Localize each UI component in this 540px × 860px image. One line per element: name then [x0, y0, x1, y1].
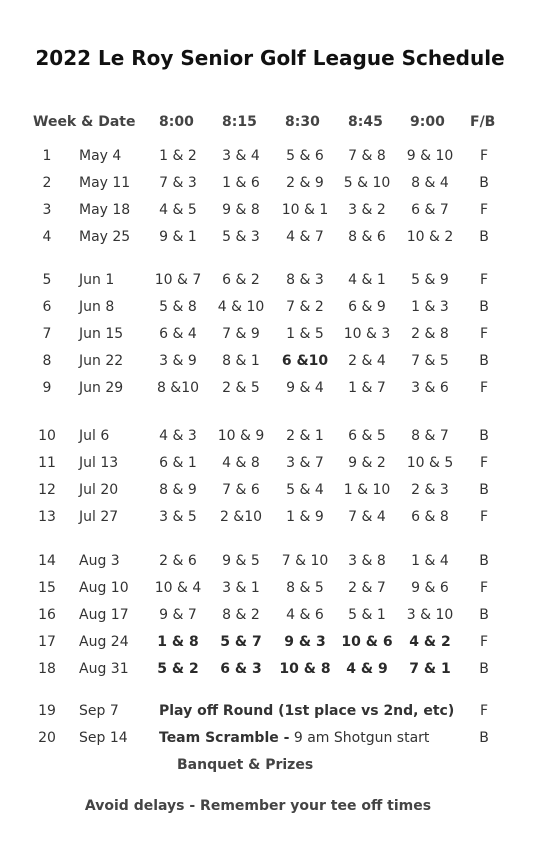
playoff-description: Play off Round (1st place vs 2nd, etc) [159, 703, 455, 719]
pairing-815: 6 & 3 [220, 661, 262, 677]
pairing-815: 6 & 2 [222, 272, 260, 288]
front-back: F [479, 148, 489, 164]
pairing-830: 8 & 3 [286, 272, 324, 288]
playoff-week: 19 [38, 703, 56, 719]
pairing-800: 3 & 5 [159, 509, 197, 525]
week-number: 5 [42, 272, 52, 288]
pairing-800: 1 & 8 [157, 634, 199, 650]
pairing-900: 8 & 7 [411, 428, 449, 444]
pairing-900: 7 & 5 [411, 353, 449, 369]
schedule-row-week-14 [0, 553, 540, 573]
week-date: Jun 15 [79, 326, 124, 342]
pairing-800: 8 &10 [156, 380, 200, 396]
schedule-row-week-4 [0, 229, 540, 249]
schedule-row-week-15 [0, 580, 540, 600]
header-slot-830: 8:30 [285, 114, 320, 130]
banquet-prizes: Banquet & Prizes [177, 757, 314, 773]
pairing-830: 1 & 5 [286, 326, 324, 342]
pairing-845: 4 & 9 [346, 661, 388, 677]
page-title: 2022 Le Roy Senior Golf League Schedule [35, 46, 505, 70]
front-back: B [479, 428, 489, 444]
header-front-back: F/B [470, 114, 496, 130]
pairing-900: 1 & 4 [411, 553, 449, 569]
pairing-830: 2 & 9 [286, 175, 324, 191]
pairing-800: 8 & 9 [159, 482, 197, 498]
week-number: 8 [42, 353, 52, 369]
front-back: B [479, 661, 489, 677]
schedule-row-week-12 [0, 482, 540, 502]
front-back: B [479, 229, 489, 245]
pairing-830: 8 & 5 [286, 580, 324, 596]
pairing-800: 10 & 4 [154, 580, 202, 596]
schedule-row-week-2 [0, 175, 540, 195]
pairing-800: 4 & 5 [159, 202, 197, 218]
pairing-815: 5 & 3 [222, 229, 260, 245]
pairing-830: 4 & 6 [286, 607, 324, 623]
header-slot-900: 9:00 [410, 114, 445, 130]
week-date: Jul 6 [79, 428, 110, 444]
pairing-815: 8 & 1 [222, 353, 260, 369]
pairing-830: 1 & 9 [286, 509, 324, 525]
scramble-description [159, 730, 429, 746]
scramble-fb: B [479, 730, 489, 746]
pairing-845: 4 & 1 [348, 272, 386, 288]
footer-reminder: Avoid delays - Remember your tee off times [84, 798, 432, 814]
pairing-800: 9 & 1 [159, 229, 197, 245]
schedule-row-week-5 [0, 272, 540, 292]
header-week-date: Week & Date [33, 114, 136, 130]
pairing-845: 6 & 5 [348, 428, 386, 444]
pairing-845: 6 & 9 [348, 299, 386, 315]
week-number: 13 [38, 509, 56, 525]
pairing-845: 5 & 1 [348, 607, 386, 623]
schedule-row-week-16 [0, 607, 540, 627]
pairing-815: 3 & 4 [222, 148, 260, 164]
pairing-845: 2 & 7 [348, 580, 386, 596]
pairing-830: 2 & 1 [286, 428, 324, 444]
front-back: F [479, 380, 489, 396]
week-number: 15 [38, 580, 56, 596]
playoff-date: Sep 7 [79, 703, 119, 719]
pairing-815: 9 & 8 [222, 202, 260, 218]
header-slot-845: 8:45 [348, 114, 383, 130]
week-date: Aug 24 [79, 634, 129, 650]
pairing-815: 2 & 5 [222, 380, 260, 396]
pairing-830: 7 & 10 [281, 553, 329, 569]
header-slot-815: 8:15 [222, 114, 257, 130]
pairing-815: 8 & 2 [222, 607, 260, 623]
header-slot-800: 8:00 [159, 114, 194, 130]
pairing-900: 7 & 1 [409, 661, 451, 677]
week-number: 18 [38, 661, 56, 677]
front-back: F [479, 272, 489, 288]
pairing-800: 7 & 3 [159, 175, 197, 191]
pairing-845: 7 & 8 [348, 148, 386, 164]
pairing-830: 10 & 1 [281, 202, 329, 218]
week-date: Jul 13 [79, 455, 119, 471]
front-back: B [479, 299, 489, 315]
week-number: 10 [38, 428, 56, 444]
pairing-815: 1 & 6 [222, 175, 260, 191]
week-number: 17 [38, 634, 56, 650]
pairing-800: 4 & 3 [159, 428, 197, 444]
scramble-detail: 9 am Shotgun start [289, 730, 430, 746]
front-back: F [479, 580, 489, 596]
pairing-800: 9 & 7 [159, 607, 197, 623]
pairing-900: 10 & 2 [406, 229, 454, 245]
week-date: Jun 29 [79, 380, 124, 396]
pairing-815: 9 & 5 [222, 553, 260, 569]
schedule-row-week-7 [0, 326, 540, 346]
scramble-week: 20 [38, 730, 56, 746]
pairing-830: 10 & 8 [279, 661, 331, 677]
pairing-900: 10 & 5 [406, 455, 454, 471]
pairing-845: 9 & 2 [348, 455, 386, 471]
week-date: Jun 22 [79, 353, 124, 369]
pairing-815: 10 & 9 [217, 428, 265, 444]
pairing-815: 4 & 10 [217, 299, 265, 315]
schedule-row-week-11 [0, 455, 540, 475]
pairing-900: 3 & 6 [411, 380, 449, 396]
schedule-row-week-13 [0, 509, 540, 529]
front-back: F [479, 202, 489, 218]
front-back: B [479, 607, 489, 623]
week-number: 6 [42, 299, 52, 315]
pairing-830: 6 &10 [281, 353, 329, 369]
front-back: F [479, 509, 489, 525]
front-back: F [479, 634, 489, 650]
front-back: B [479, 482, 489, 498]
pairing-900: 6 & 8 [411, 509, 449, 525]
pairing-815: 7 & 9 [222, 326, 260, 342]
schedule-row-week-6 [0, 299, 540, 319]
scramble-date: Sep 14 [79, 730, 128, 746]
pairing-900: 2 & 3 [411, 482, 449, 498]
pairing-900: 9 & 10 [406, 148, 454, 164]
pairing-815: 7 & 6 [222, 482, 260, 498]
schedule-row-week-8 [0, 353, 540, 373]
pairing-815: 4 & 8 [222, 455, 260, 471]
week-date: May 4 [79, 148, 122, 164]
week-date: Jun 8 [79, 299, 115, 315]
pairing-815: 5 & 7 [220, 634, 262, 650]
pairing-845: 10 & 3 [343, 326, 391, 342]
front-back: B [479, 175, 489, 191]
week-number: 9 [42, 380, 52, 396]
week-number: 12 [38, 482, 56, 498]
front-back: F [479, 326, 489, 342]
pairing-845: 2 & 4 [348, 353, 386, 369]
week-number: 7 [42, 326, 52, 342]
week-date: Aug 31 [79, 661, 129, 677]
pairing-830: 5 & 4 [286, 482, 324, 498]
week-date: Aug 10 [79, 580, 129, 596]
pairing-815: 3 & 1 [222, 580, 260, 596]
front-back: B [479, 553, 489, 569]
week-date: Jun 1 [79, 272, 115, 288]
pairing-815: 2 &10 [219, 509, 263, 525]
schedule-row-week-3 [0, 202, 540, 222]
week-number: 4 [42, 229, 52, 245]
pairing-830: 9 & 4 [286, 380, 324, 396]
schedule-row-week-1 [0, 148, 540, 168]
week-number: 14 [38, 553, 56, 569]
pairing-845: 8 & 6 [348, 229, 386, 245]
pairing-845: 1 & 7 [348, 380, 386, 396]
week-number: 3 [42, 202, 52, 218]
week-date: Aug 3 [79, 553, 120, 569]
pairing-800: 5 & 8 [159, 299, 197, 315]
schedule-row-week-10 [0, 428, 540, 448]
week-date: May 18 [79, 202, 131, 218]
pairing-800: 3 & 9 [159, 353, 197, 369]
schedule-row-week-9 [0, 380, 540, 400]
front-back: B [479, 353, 489, 369]
pairing-845: 3 & 8 [348, 553, 386, 569]
pairing-845: 7 & 4 [348, 509, 386, 525]
pairing-800: 2 & 6 [159, 553, 197, 569]
pairing-900: 5 & 9 [411, 272, 449, 288]
scramble-title: Team Scramble - [159, 730, 290, 746]
pairing-845: 1 & 10 [343, 482, 391, 498]
pairing-830: 5 & 6 [286, 148, 324, 164]
pairing-800: 5 & 2 [157, 661, 199, 677]
pairing-830: 9 & 3 [284, 634, 326, 650]
week-date: May 11 [79, 175, 131, 191]
pairing-900: 9 & 6 [411, 580, 449, 596]
pairing-900: 2 & 8 [411, 326, 449, 342]
pairing-900: 8 & 4 [411, 175, 449, 191]
pairing-800: 6 & 4 [159, 326, 197, 342]
schedule-row-week-17 [0, 634, 540, 654]
week-date: Jul 20 [79, 482, 119, 498]
pairing-900: 1 & 3 [411, 299, 449, 315]
pairing-800: 6 & 1 [159, 455, 197, 471]
week-number: 16 [38, 607, 56, 623]
pairing-830: 4 & 7 [286, 229, 324, 245]
pairing-900: 3 & 10 [406, 607, 454, 623]
week-number: 2 [42, 175, 52, 191]
pairing-800: 1 & 2 [159, 148, 197, 164]
pairing-845: 10 & 6 [341, 634, 393, 650]
pairing-900: 6 & 7 [411, 202, 449, 218]
pairing-845: 5 & 10 [343, 175, 391, 191]
playoff-fb: F [479, 703, 489, 719]
week-number: 1 [42, 148, 52, 164]
front-back: F [479, 455, 489, 471]
week-date: May 25 [79, 229, 131, 245]
week-date: Aug 17 [79, 607, 129, 623]
pairing-900: 4 & 2 [409, 634, 451, 650]
week-date: Jul 27 [79, 509, 119, 525]
pairing-830: 3 & 7 [286, 455, 324, 471]
pairing-800: 10 & 7 [154, 272, 202, 288]
pairing-830: 7 & 2 [286, 299, 324, 315]
week-number: 11 [38, 455, 56, 471]
schedule-row-week-18 [0, 661, 540, 681]
pairing-845: 3 & 2 [348, 202, 386, 218]
